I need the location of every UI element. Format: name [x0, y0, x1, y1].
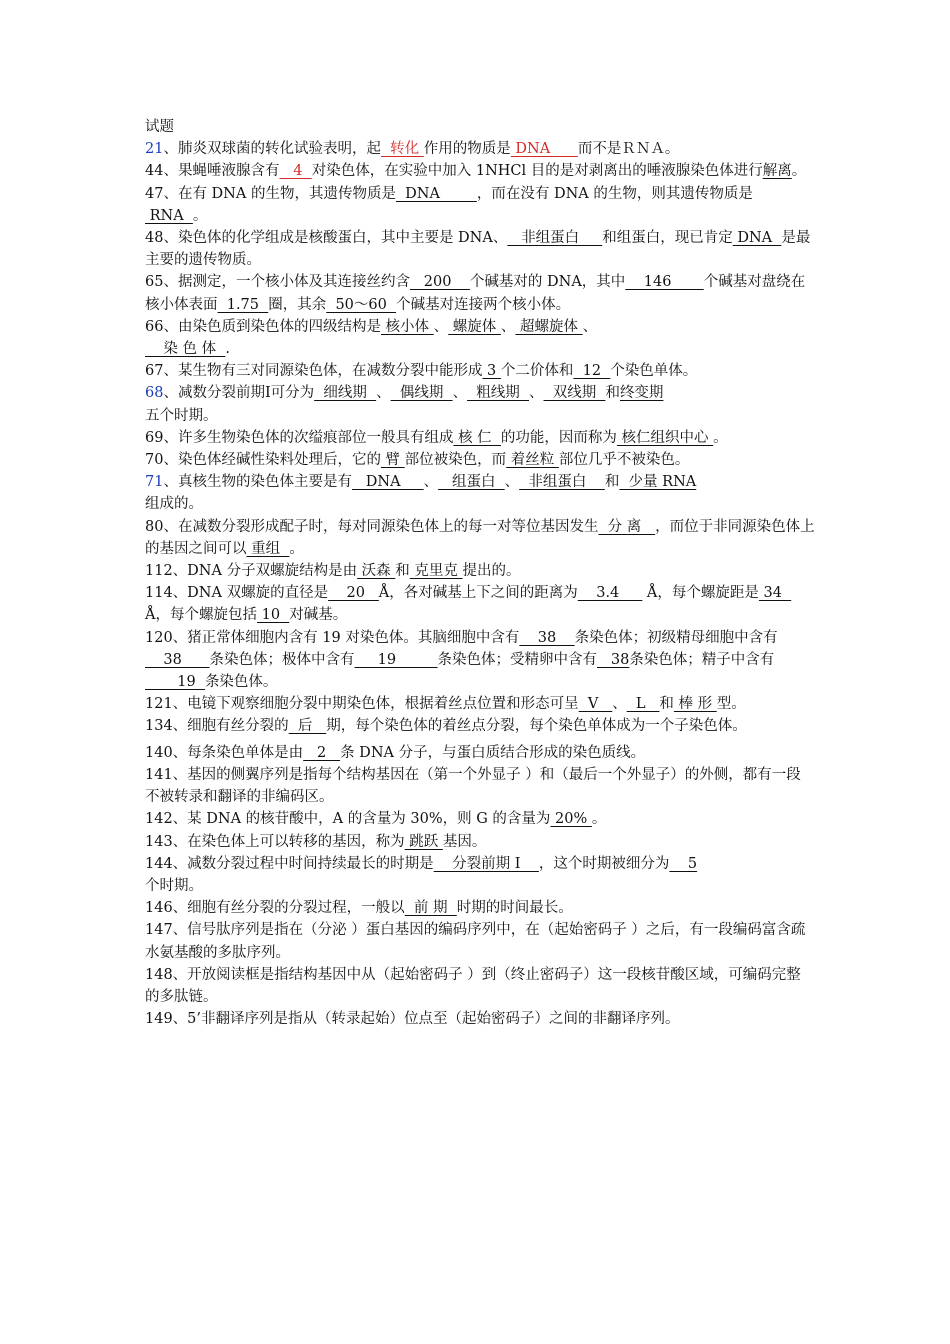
answer-blank: V	[578, 696, 613, 713]
answer-blank: 前 期	[404, 900, 457, 917]
question-141: 141、基因的侧翼序列是指每个结构基因在（第一个外显子 ）和（最后一个外显子）的外侧，都有一段不被转录和翻译的非编码区。	[145, 766, 801, 806]
answer-blank: 19	[354, 651, 438, 668]
question-68: 68、减数分裂前期Ⅰ可分为 细线期 、 偶线期 、 粗线期 、 双线期 和终变期 五个时期。	[145, 385, 664, 424]
answer-blank: 非组蛋白	[507, 230, 603, 247]
answer-blank: 跳跃	[404, 833, 443, 850]
answer-blank: 终变期	[619, 385, 664, 402]
answer-blank: 2	[303, 744, 341, 761]
answer-blank: 双线期	[543, 385, 606, 402]
question-140: 140、每条染色单体是由 2 条 DNA 分子，与蛋白质结合形成的染色质线。	[145, 744, 646, 761]
question-120: 120、猪正常体细胞内含有 19 对染色体。其脑细胞中含有 38 条染色体；初级精母细胞中含有 38 条染色体；极体中含有 19 条染色体；受精卵中含有 38条染色体；精子中含有 19 条染色体。	[145, 629, 778, 691]
answer-blank: 5	[669, 855, 698, 872]
question-143: 143、在染色体上可以转移的基因，称为 跳跃 基因。	[145, 833, 487, 850]
question-number: 71	[145, 474, 164, 491]
answer-blank: 3	[482, 363, 501, 380]
answer-blank: RNA	[145, 207, 193, 224]
answer-blank: 38	[145, 651, 210, 668]
question-70: 70、染色体经碱性染料处理后，它的 臂 部位被染色，而 着丝粒 部位几乎不被染色。	[145, 452, 690, 469]
question-146: 146、细胞有丝分裂的分裂过程，一般以 前 期 时期的时间最长。	[145, 900, 573, 917]
answer-blank: 少量 RNA	[619, 474, 697, 491]
answer-blank: L	[626, 696, 660, 713]
answer-blank: 20	[328, 585, 379, 602]
page-title: 试题	[145, 119, 174, 135]
question-144: 144、减数分裂过程中时间持续最长的时期是 分裂前期 Ⅰ ，这个时期被细分为 5 个时期。	[145, 855, 698, 894]
question-80: 80、在减数分裂形成配子时，每对同源染色体上的每一对等位基因发生 分 离 ，而位于非同源染色体上的基因之间可以 重组 。	[145, 518, 815, 557]
question-121: 121、电镜下观察细胞分裂中期染色体，根据着丝点位置和形态可呈 V 、 L 和 棒 形 型。	[145, 696, 746, 713]
answer-blank: 3.4	[577, 585, 643, 602]
answer-blank: 分裂前期 Ⅰ	[433, 855, 539, 872]
answer-blank: 核 仁	[453, 429, 501, 446]
answer-blank: 核仁组织中心	[616, 429, 714, 446]
question-65: 65、据测定，一个核小体及其连接丝约含 200 个碱基对的 DNA，其中 146 个碱基对盘绕在核小体表面 1.75 圈，其余 50～60 个碱基对连接两个核小体。	[145, 274, 806, 313]
answer-blank: 着丝粒	[506, 452, 559, 469]
answer-blank: 棒 形	[673, 696, 717, 713]
answer-blank: 后	[288, 718, 327, 735]
answer-blank: 50～60	[326, 296, 397, 313]
answer-blank: 非组蛋白	[519, 474, 605, 491]
question-148: 148、开放阅读框是指结构基因中从（起始密码子 ）到（终止密码子）这一段核苷酸区域，可编码完整的多肽链。	[145, 966, 801, 1005]
answer-blank: 10	[256, 607, 290, 624]
answer-blank: 38	[597, 651, 630, 668]
answer-blank: 12	[573, 363, 611, 380]
answer-blank: DNA	[510, 141, 578, 158]
question-114: 114、DNA 双螺旋的直径是 20 Å，各对碱基上下之间的距离为 3.4 Å，每个螺旋距是 34 Å，每个螺旋包括 10 对碱基。	[145, 585, 792, 624]
answer-blank: 细线期	[314, 385, 377, 402]
answer-blank: 200	[409, 274, 470, 291]
question-number: 68	[145, 385, 164, 402]
answer-blank: 核小体	[380, 318, 434, 335]
answer-blank: 19	[145, 674, 205, 691]
question-149: 149、5’非翻译序列是指从（转录起始）位点至（起始密码子）之间的非翻译序列。	[145, 1011, 680, 1028]
answer-blank: 4	[279, 163, 312, 180]
answer-blank: 螺旋体	[448, 318, 501, 335]
question-67: 67、某生物有三对同源染色体，在减数分裂中能形成 3 个二价体和 12 个染色单体。	[145, 363, 698, 380]
answer-blank: 臂	[380, 452, 405, 469]
answer-blank: 粗线期	[467, 385, 529, 402]
answer-blank: 分 离	[598, 518, 656, 535]
answer-blank: 克里克	[409, 563, 463, 580]
answer-blank: 转化	[380, 141, 424, 158]
question-142: 142、某 DNA 的核苷酸中，A 的含量为 30%，则 G 的含量为 20% 。	[145, 811, 607, 828]
question-number: 21	[145, 141, 164, 158]
answer-blank: 20%	[550, 811, 592, 828]
question-66: 66、由染色质到染色体的四级结构是 核小体 、 螺旋体 、 超螺旋体 、 染 色 体 .	[145, 318, 598, 358]
question-134: 134、细胞有丝分裂的 后 期，每个染色体的着丝点分裂，每个染色单体成为一个子染色体。	[145, 718, 747, 735]
question-21: 21、肺炎双球菌的转化试验表明，起 转化 作用的物质是 DNA 而不是ＲＮＡ。	[145, 141, 680, 158]
answer-blank: 1.75	[217, 296, 269, 313]
answer-blank: 重组	[246, 540, 290, 557]
question-69: 69、许多生物染色体的次缢痕部位一般具有组成 核 仁 的功能，因而称为 核仁组织中心 。	[145, 429, 728, 446]
answer-blank: DNA	[732, 230, 782, 247]
question-112: 112、DNA 分子双螺旋结构是由 沃森 和 克里克 提出的。	[145, 563, 521, 580]
answer-blank: 解离	[762, 163, 792, 180]
document-page	[145, 116, 815, 1030]
answer-blank: DNA	[395, 185, 477, 202]
question-47: 47、在有 DNA 的生物，其遗传物质是 DNA ，而在没有 DNA 的生物，则其遗传物质是 RNA 。	[145, 185, 753, 224]
answer-blank: 染 色 体	[145, 341, 226, 358]
question-71: 71、真核生物的染色体主要是有 DNA 、 组蛋白 、 非组蛋白 和 少量 RNA 组成的。	[145, 474, 697, 513]
answer-blank: 偶线期	[390, 385, 453, 402]
answer-blank: 组蛋白	[438, 474, 505, 491]
answer-blank: 34	[758, 585, 792, 602]
answer-blank: 沃森	[357, 563, 396, 580]
answer-blank: DNA	[351, 474, 424, 491]
question-48: 48、染色体的化学组成是核酸蛋白，其中主要是 DNA、 非组蛋白 和组蛋白，现已肯定 DNA 是最主要的遗传物质。	[145, 230, 811, 269]
answer-blank: 146	[625, 274, 704, 291]
answer-blank: 38	[519, 629, 575, 646]
question-147: 147、信号肽序列是指在（分泌 ）蛋白基因的编码序列中，在（起始密码子 ）之后，有一段编码富含疏水氨基酸的多肽序列。	[145, 922, 806, 961]
answer-blank: 超螺旋体	[515, 318, 583, 335]
question-44: 44、果蝇唾液腺含有 4 对染色体，在实验中加入 1NHCl 目的是对剥离出的唾液腺染色体进行解离。	[145, 163, 807, 180]
